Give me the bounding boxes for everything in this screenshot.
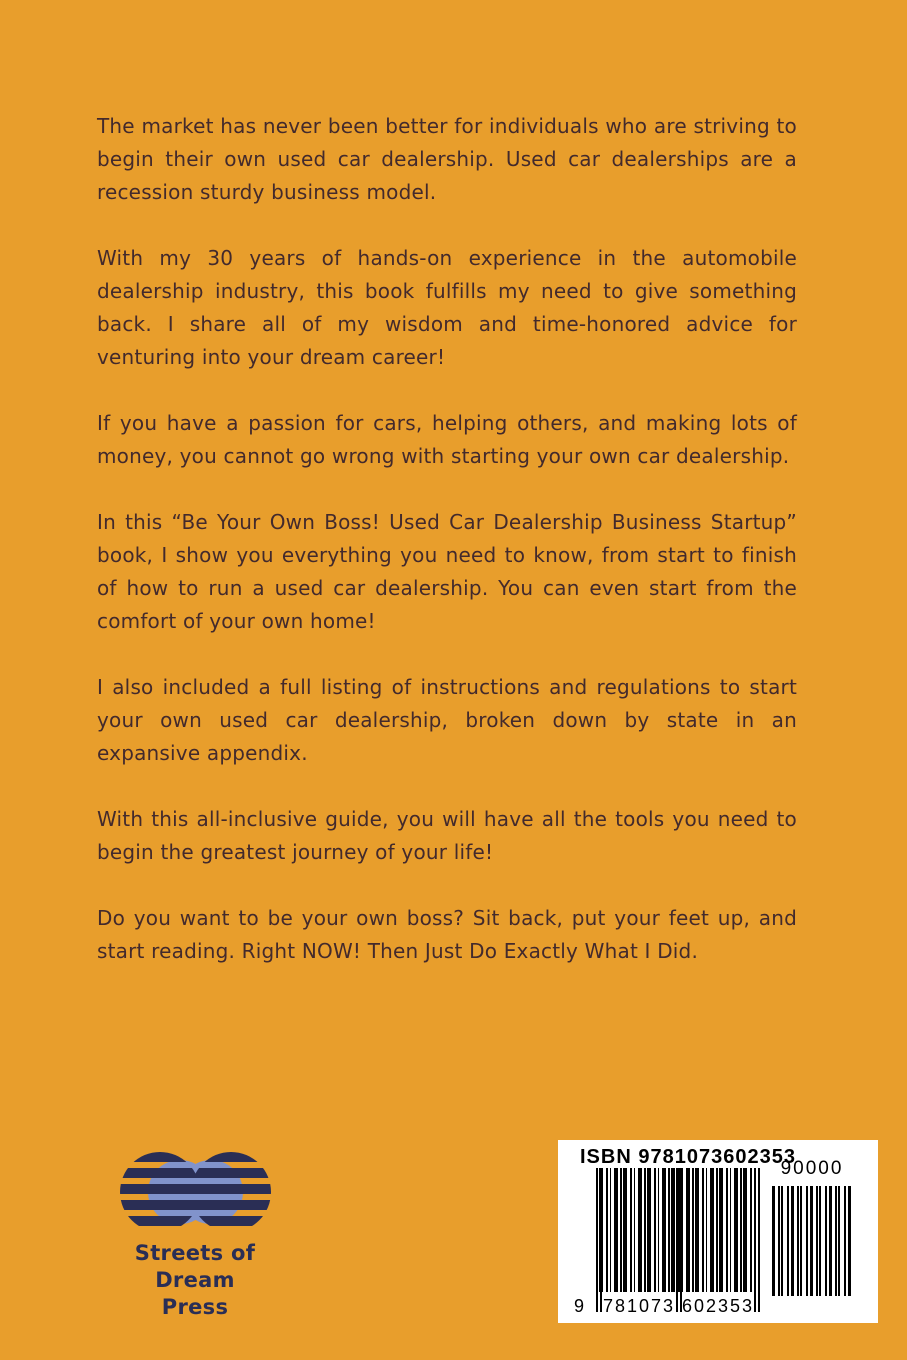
publisher-name-line1: Streets of Dream: [134, 1241, 256, 1292]
barcode-digits: [574, 1294, 762, 1318]
barcode-digits-right: 602353: [682, 1296, 755, 1316]
blurb-paragraph: With this all-inclusive guide, you will have all the tools you need to begin the greatest journey of your life!: [97, 807, 797, 864]
guard-bar: [676, 1168, 678, 1312]
publisher-logo-icon: [118, 1148, 273, 1236]
blurb-paragraph: Do you want to be your own boss? Sit back, put your feet up, and start reading. Right NOW! Then Just Do Exactly What I Did.: [97, 906, 797, 963]
blurb-paragraph: The market has never been better for individuals who are striving to begin their own used car dealership. Used car dealerships are a recession sturdy business model.: [97, 114, 797, 204]
guard-bar: [596, 1168, 598, 1312]
publisher-name-line2: Press: [161, 1295, 229, 1319]
guard-bar: [754, 1168, 756, 1312]
blurb-paragraph: In this “Be Your Own Boss! Used Car Dealership Business Startup” book, I show you everything you need to know, from start to finish of how to run a used car dealership. You can even start from the comfort of your own home!: [97, 510, 797, 633]
blurb-paragraph: With my 30 years of hands-on experience in the automobile dealership industry, this book fulfills my need to give something back. I share all of my wisdom and time-honored advice for venturing into your dream career!: [97, 246, 797, 369]
barcode-panel: [558, 1140, 878, 1323]
barcode-digits-left: 781073: [602, 1296, 676, 1316]
supplement-bars: [772, 1186, 852, 1296]
guard-bar: [758, 1168, 760, 1312]
guard-bar: [680, 1168, 682, 1312]
barcode-digit-lead: 9: [574, 1296, 585, 1316]
publisher-logo: [95, 1148, 295, 1321]
price-supplement-barcode: [772, 1158, 852, 1318]
publisher-name: [95, 1240, 295, 1321]
guard-bar: [600, 1168, 602, 1312]
logo-striped-circle: [191, 1152, 271, 1232]
price-code: 90000: [780, 1158, 844, 1179]
back-cover-blurb: [97, 110, 797, 1001]
ean13-barcode: [574, 1168, 762, 1320]
isbn-label: ISBN 9781073602353: [580, 1146, 796, 1168]
blurb-paragraph: I also included a full listing of instructions and regulations to start your own used car dealership, broken down by state in an expansive appendix.: [97, 675, 797, 765]
blurb-paragraph: If you have a passion for cars, helping others, and making lots of money, you cannot go wrong with starting your own car dealership.: [97, 411, 797, 468]
logo-striped-circle: [120, 1152, 200, 1232]
